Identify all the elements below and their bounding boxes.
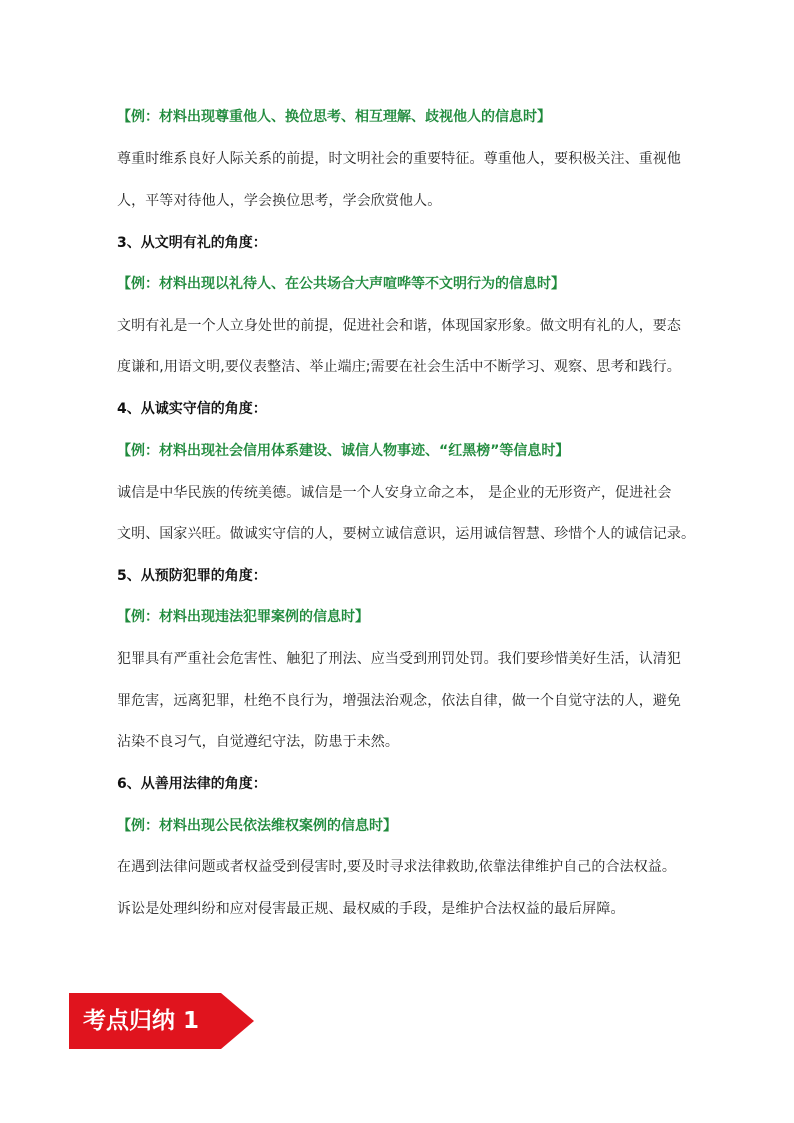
paragraph-line: 诚信是中华民族的传统美德。诚信是一个人安身立命之本， 是企业的无形资产，促进社会: [117, 485, 672, 501]
paragraph-line: 罪危害，远离犯罪，杜绝不良行为，增强法治观念，依法自律，做一个自觉守法的人，避免: [117, 693, 681, 709]
example-prompt-respect: 【例：材料出现尊重他人、换位思考、相互理解、歧视他人的信息时】: [117, 109, 551, 125]
badge-label: 考点归纳 1: [83, 1008, 200, 1034]
paragraph-line: 人，平等对待他人，学会换位思考，学会欣赏他人。: [117, 193, 442, 209]
paragraph-line: 度谦和,用语文明,要仪表整洁、举止端庄;需要在社会生活中不断学习、观察、思考和践行。: [117, 359, 681, 375]
paragraph-line: 文明、国家兴旺。做诚实守信的人，要树立诚信意识，运用诚信智慧、珍惜个人的诚信记录。: [117, 526, 696, 542]
example-prompt-honesty: 【例：材料出现社会信用体系建设、诚信人物事迹、“红黑榜”等信息时】: [117, 443, 570, 459]
paragraph-line: 沾染不良习气，自觉遵纪守法，防患于未然。: [117, 734, 399, 750]
paragraph-line: 在遇到法律问题或者权益受到侵害时,要及时寻求法律救助,依靠法律维护自己的合法权益。: [117, 859, 676, 875]
example-prompt-law: 【例：材料出现公民依法维权案例的信息时】: [117, 818, 397, 834]
example-prompt-civility: 【例：材料出现以礼待人、在公共场合大声喧哗等不文明行为的信息时】: [117, 276, 565, 292]
paragraph-line: 文明有礼是一个人立身处世的前提，促进社会和谐，体现国家形象。做文明有礼的人，要态: [117, 318, 681, 334]
section-heading-honesty: 4、从诚实守信的角度：: [117, 401, 267, 417]
paragraph-line: 诉讼是处理纠纷和应对侵害最正规、最权威的手段，是维护合法权益的最后屏障。: [117, 901, 625, 917]
summary-badge: [69, 993, 254, 1049]
paragraph-line: 尊重时维系良好人际关系的前提，时文明社会的重要特征。尊重他人，要积极关注、重视他: [117, 151, 681, 167]
paragraph-line: 犯罪具有严重社会危害性、触犯了刑法、应当受到刑罚处罚。我们要珍惜美好生活，认清犯: [117, 651, 681, 667]
section-heading-law: 6、从善用法律的角度：: [117, 776, 267, 792]
example-prompt-crime: 【例：材料出现违法犯罪案例的信息时】: [117, 609, 369, 625]
section-heading-civility: 3、从文明有礼的角度：: [117, 235, 267, 251]
section-heading-crime-prevention: 5、从预防犯罪的角度：: [117, 568, 267, 584]
